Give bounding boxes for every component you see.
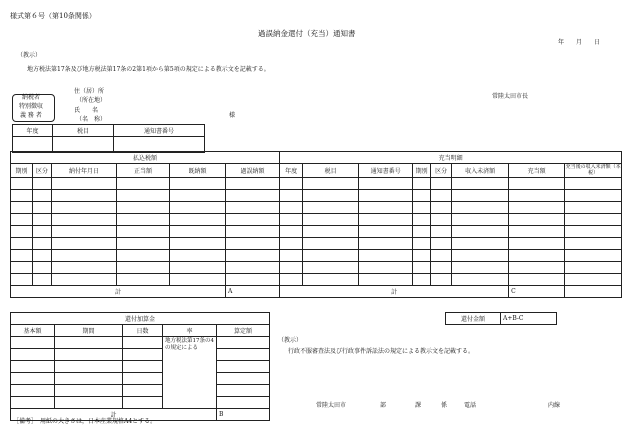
table-cell	[117, 250, 170, 262]
table-cell	[303, 262, 359, 274]
table-cell	[226, 190, 280, 202]
contact-city: 常陸太田市	[316, 402, 347, 409]
table-cell	[33, 226, 52, 238]
table-cell	[509, 274, 565, 286]
table-cell	[565, 250, 622, 262]
table-cell	[413, 178, 431, 190]
table-cell	[33, 178, 52, 190]
table-cell	[226, 226, 280, 238]
name-label: 氏 名	[74, 107, 99, 114]
table-row	[11, 274, 622, 286]
table-cell	[226, 262, 280, 274]
table-cell	[565, 262, 622, 274]
table-cell	[452, 274, 509, 286]
table-cell	[509, 202, 565, 214]
table-row	[11, 214, 622, 226]
table-cell	[280, 190, 303, 202]
appro-header-after: 充当後の収入未済額（本税）	[565, 164, 621, 176]
refund-total-table	[445, 312, 557, 325]
table-cell	[33, 262, 52, 274]
interest-table	[10, 312, 270, 421]
table-cell	[431, 178, 452, 190]
appro-header-unpaid: 収入未済額	[452, 164, 509, 178]
table-cell	[413, 238, 431, 250]
table-cell	[226, 274, 280, 286]
interest-header-days: 日数	[123, 325, 163, 337]
table-cell	[413, 190, 431, 202]
table-cell	[11, 190, 33, 202]
table-cell	[52, 238, 117, 250]
ref-header-notice-no: 通知書番号	[114, 125, 205, 137]
appro-header-amount: 充当額	[509, 164, 565, 178]
paid-header-period: 期別	[11, 164, 33, 178]
paid-total-label: 計	[11, 286, 226, 298]
table-cell	[565, 202, 622, 214]
instruction2-text: 行政不服審査法及び行政事件訴訟法の規定による教示文を記載する。	[288, 348, 475, 355]
instruction2-label: （教示）	[278, 337, 303, 344]
table-row	[11, 190, 622, 202]
table-cell	[52, 202, 117, 214]
interest-total-label: 計	[11, 409, 217, 421]
table-cell	[565, 178, 622, 190]
table-cell	[452, 214, 509, 226]
table-cell	[452, 190, 509, 202]
paid-header-overpaid: 過誤納額	[226, 164, 280, 178]
table-cell	[117, 178, 170, 190]
table-cell	[33, 238, 52, 250]
table-cell	[170, 274, 226, 286]
table-cell	[226, 178, 280, 190]
paid-header-proper: 正当額	[117, 164, 170, 178]
table-cell	[117, 226, 170, 238]
table-row	[11, 202, 622, 214]
table-cell	[565, 190, 622, 202]
appro-header-notice-no: 通知書番号	[359, 164, 413, 178]
interest-rate-note: 地方税法第17条の4の規定による	[163, 337, 217, 409]
table-cell	[431, 238, 452, 250]
interest-header-calc: 算定額	[217, 325, 270, 337]
table-cell	[359, 238, 413, 250]
table-cell	[509, 238, 565, 250]
name-sub: （名 称）	[76, 116, 107, 123]
form-label: 様式第６号（第10条関係）	[10, 12, 96, 20]
table-cell	[33, 214, 52, 226]
table-cell	[303, 226, 359, 238]
table-cell	[11, 250, 33, 262]
table-cell	[170, 214, 226, 226]
table-cell	[170, 202, 226, 214]
table-cell	[52, 178, 117, 190]
table-cell	[452, 250, 509, 262]
table-cell	[303, 274, 359, 286]
interest-header-rate: 率	[163, 325, 217, 337]
contact-ka: 課	[415, 402, 422, 409]
refund-total-formula: A+B-C	[501, 313, 557, 325]
table-cell	[359, 178, 413, 190]
table-cell	[303, 178, 359, 190]
table-cell	[509, 214, 565, 226]
appro-header-class: 区分	[431, 164, 452, 178]
paid-header-paydate: 納付年月日	[52, 164, 117, 178]
table-cell	[303, 190, 359, 202]
table-row	[11, 262, 622, 274]
table-cell	[52, 262, 117, 274]
table-cell	[452, 178, 509, 190]
table-cell	[52, 274, 117, 286]
table-cell	[280, 250, 303, 262]
address-sub: （所在地）	[76, 97, 107, 104]
table-cell	[33, 202, 52, 214]
table-cell	[280, 238, 303, 250]
table-cell	[359, 274, 413, 286]
table-cell	[280, 202, 303, 214]
table-cell	[303, 214, 359, 226]
table-cell	[280, 274, 303, 286]
table-cell	[509, 190, 565, 202]
table-cell	[359, 226, 413, 238]
table-cell	[226, 238, 280, 250]
table-cell	[52, 214, 117, 226]
appro-header-year: 年度	[280, 164, 303, 178]
table-cell	[170, 178, 226, 190]
table-cell	[280, 178, 303, 190]
table-cell	[11, 238, 33, 250]
table-cell	[303, 250, 359, 262]
table-cell	[413, 226, 431, 238]
appro-section-title: 充当明細	[280, 152, 622, 164]
table-cell	[117, 214, 170, 226]
paid-section-title: 払込税額	[11, 152, 280, 164]
table-cell	[431, 250, 452, 262]
table-cell	[413, 274, 431, 286]
contact-ext: 内線	[548, 402, 561, 409]
table-cell	[509, 178, 565, 190]
table-cell	[431, 190, 452, 202]
ref-header-taxitem: 税目	[53, 125, 114, 137]
table-cell	[11, 226, 33, 238]
table-cell	[359, 250, 413, 262]
table-cell	[226, 202, 280, 214]
table-cell	[33, 250, 52, 262]
table-cell	[170, 190, 226, 202]
interest-header-term: 期間	[55, 325, 123, 337]
interest-section-title: 還付加算金	[11, 313, 270, 325]
table-cell	[117, 262, 170, 274]
table-row	[11, 250, 622, 262]
appro-total-label: 計	[280, 286, 509, 298]
table-cell	[359, 214, 413, 226]
table-cell	[52, 250, 117, 262]
table-cell	[303, 202, 359, 214]
table-cell	[413, 250, 431, 262]
table-cell	[11, 274, 33, 286]
table-cell	[565, 214, 622, 226]
paid-header-class: 区分	[33, 164, 52, 178]
table-row	[11, 178, 622, 190]
table-cell	[452, 262, 509, 274]
table-cell	[280, 214, 303, 226]
table-cell	[565, 238, 622, 250]
table-cell	[509, 262, 565, 274]
paid-total-marker: A	[226, 286, 280, 298]
table-cell	[431, 226, 452, 238]
table-cell	[359, 262, 413, 274]
document-title: 過誤納金還付（充当）通知書	[258, 29, 356, 38]
table-cell	[431, 274, 452, 286]
table-cell	[11, 214, 33, 226]
honorific: 様	[229, 112, 236, 119]
table-cell	[280, 226, 303, 238]
issue-date: 年 月 日	[558, 39, 601, 46]
table-cell	[52, 190, 117, 202]
address-label: 住（居）所	[74, 88, 105, 95]
contact-tel: 電話	[464, 402, 477, 409]
remark: ［備考］ 用紙の大きさは，日本産業規格A4とする。	[13, 418, 157, 425]
table-row	[11, 238, 622, 250]
table-cell	[117, 202, 170, 214]
table-cell	[413, 262, 431, 274]
table-cell	[52, 226, 117, 238]
table-cell	[226, 214, 280, 226]
instruction-label: （教示）	[17, 52, 42, 59]
interest-header-base: 基本額	[11, 325, 55, 337]
table-cell	[452, 202, 509, 214]
table-row	[11, 226, 622, 238]
ref-header-year: 年度	[13, 125, 53, 137]
table-cell	[280, 262, 303, 274]
refund-total-label: 還付金額	[446, 313, 501, 325]
issuer: 常陸太田市長	[492, 93, 529, 100]
table-cell	[452, 226, 509, 238]
table-cell	[303, 238, 359, 250]
table-cell	[359, 190, 413, 202]
table-cell	[117, 274, 170, 286]
table-cell	[11, 178, 33, 190]
appro-header-taxitem: 税目	[303, 164, 359, 178]
interest-total-marker: B	[217, 409, 270, 421]
taxpayer-role-1: 納税者	[22, 94, 41, 101]
instruction-text: 地方税法第17条及び地方税法第17条の2第1項から第5項の規定による教示文を記載する。	[27, 66, 270, 73]
table-cell	[359, 202, 413, 214]
reference-table	[12, 124, 205, 153]
table-cell	[170, 262, 226, 274]
table-cell	[170, 250, 226, 262]
table-cell	[117, 238, 170, 250]
table-cell	[33, 190, 52, 202]
table-cell	[452, 238, 509, 250]
taxpayer-role-2: 特別徴収	[19, 103, 44, 110]
table-cell	[170, 226, 226, 238]
main-table	[10, 151, 622, 298]
table-cell	[11, 262, 33, 274]
table-cell	[226, 250, 280, 262]
contact-bu: 部	[380, 402, 387, 409]
paid-header-paid: 既納額	[170, 164, 226, 178]
table-cell	[413, 202, 431, 214]
table-cell	[413, 214, 431, 226]
appro-total-marker: C	[509, 286, 565, 298]
table-cell	[565, 226, 622, 238]
table-cell	[431, 262, 452, 274]
taxpayer-role-3: 義 務 者	[20, 112, 42, 119]
appro-header-period: 期別	[413, 164, 431, 178]
table-cell	[11, 202, 33, 214]
table-cell	[431, 214, 452, 226]
contact-kakari: 係	[441, 402, 448, 409]
table-cell	[431, 202, 452, 214]
table-cell	[565, 274, 622, 286]
table-cell	[509, 226, 565, 238]
table-cell	[117, 190, 170, 202]
table-cell	[509, 250, 565, 262]
table-cell	[33, 274, 52, 286]
table-cell	[170, 238, 226, 250]
